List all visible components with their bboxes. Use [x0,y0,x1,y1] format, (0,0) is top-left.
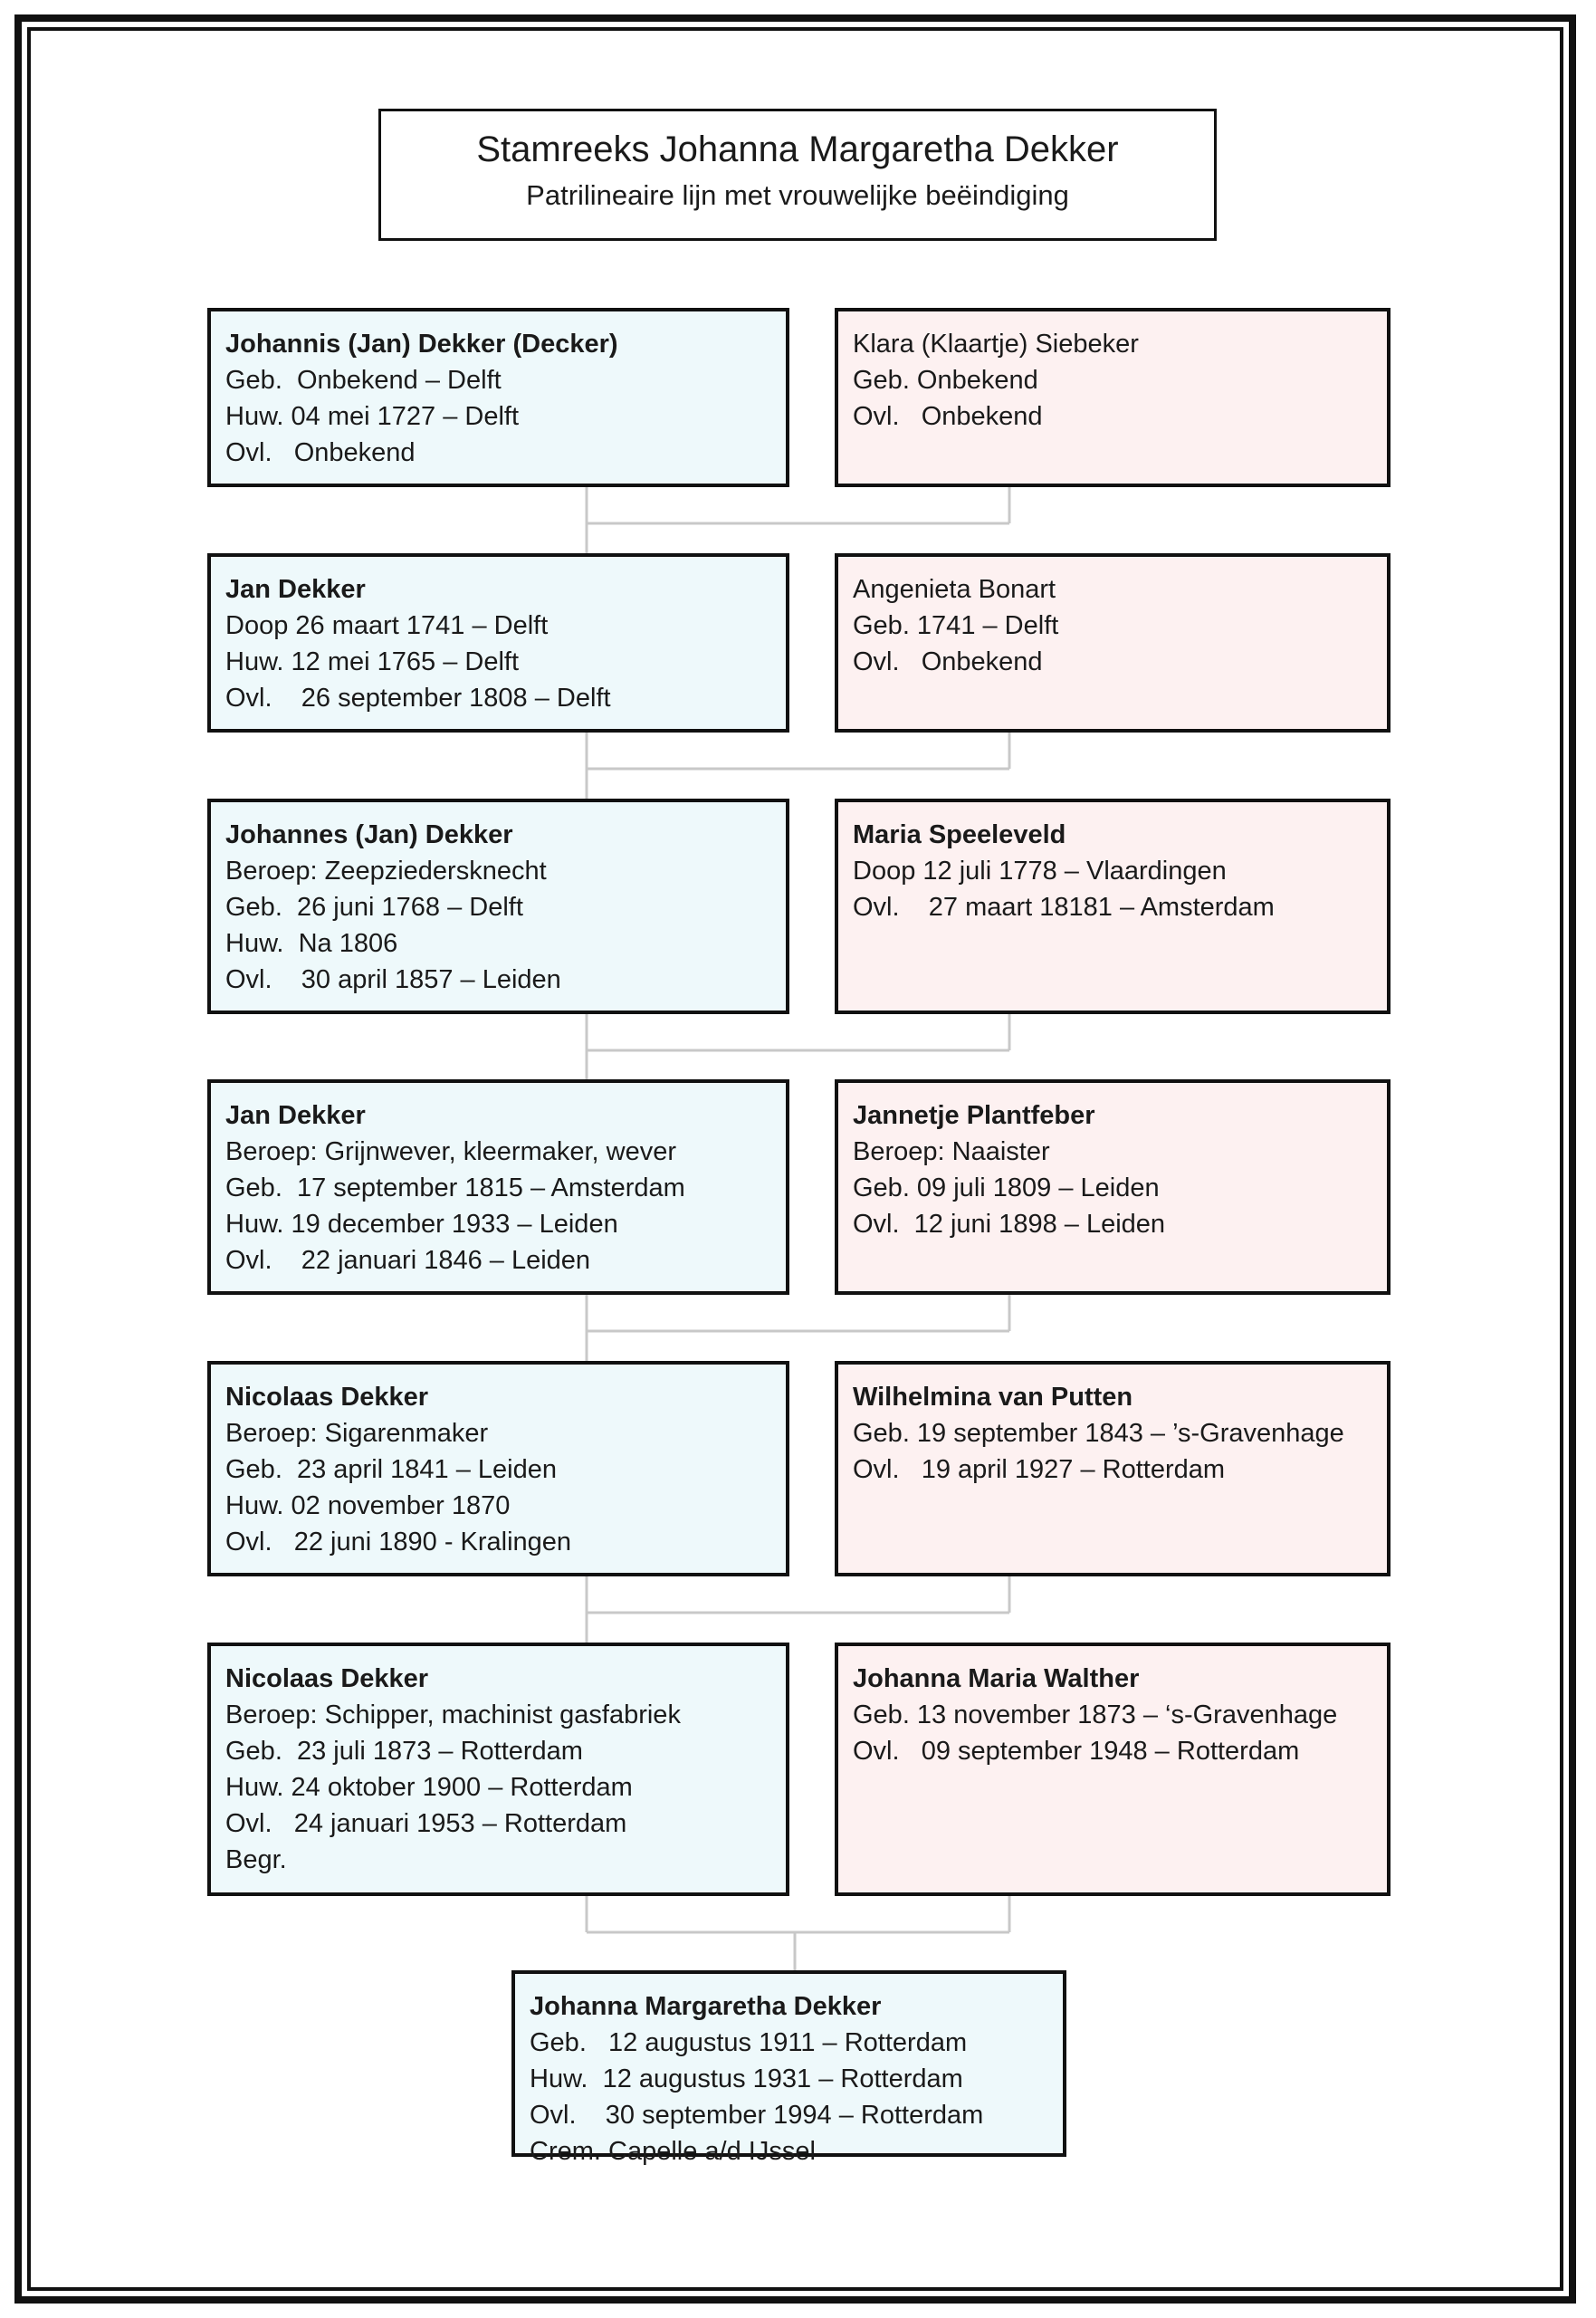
person-detail-line: Beroep: Naaister [853,1137,1050,1166]
wife-box [835,1643,1391,1896]
person-name: Wilhelmina van Putten [853,1383,1133,1412]
person-detail-line: Geb. 09 juli 1809 – Leiden [853,1173,1160,1202]
chart-title: Stamreeks Johanna Margaretha Dekker [476,129,1119,169]
person-name: Klara (Klaartje) Siebeker [853,330,1139,359]
person-name: Johannis (Jan) Dekker (Decker) [225,330,618,359]
person-detail-line: Beroep: Grijnwever, kleermaker, wever [225,1137,677,1166]
person-detail-line: Ovl. 30 september 1994 – Rotterdam [530,2101,984,2130]
person-detail-line: Doop 26 maart 1741 – Delft [225,611,549,640]
person-detail-line: Ovl. 09 september 1948 – Rotterdam [853,1737,1300,1766]
person-name: Johanna Maria Walther [853,1664,1140,1693]
husband-box [207,553,789,733]
person-detail-line: Geb. 26 juni 1768 – Delft [225,893,523,922]
person-detail-line: Ovl. Onbekend [853,402,1043,431]
person-detail-line: Huw. 12 mei 1765 – Delft [225,647,520,676]
person-detail-line: Geb. 17 september 1815 – Amsterdam [225,1173,685,1202]
person-detail-line: Huw. 04 mei 1727 – Delft [225,402,520,431]
final-person-box [511,1970,1066,2166]
person-detail-line: Geb. 12 augustus 1911 – Rotterdam [530,2028,968,2057]
person-name: Johannes (Jan) Dekker [225,820,513,849]
person-detail-line: Huw. Na 1806 [225,929,398,958]
person-detail-line: Huw. 02 november 1870 [225,1491,511,1520]
person-detail-line: Ovl. 19 april 1927 – Rotterdam [853,1455,1226,1484]
wife-box [835,799,1391,1014]
person-detail-line: Doop 12 juli 1778 – Vlaardingen [853,857,1227,886]
wife-box [835,1361,1391,1576]
person-name: Jannetje Plantfeber [853,1101,1095,1130]
person-name: Johanna Margaretha Dekker [530,1992,882,2021]
person-detail-line: Ovl. 27 maart 18181 – Amsterdam [853,893,1275,922]
person-detail-line: Huw. 12 augustus 1931 – Rotterdam [530,2064,963,2093]
person-detail-line: Begr. [225,1845,287,1874]
person-name: Nicolaas Dekker [225,1383,429,1412]
wife-box [835,1079,1391,1295]
person-detail-line: Ovl. 22 juni 1890 - Kralingen [225,1528,572,1557]
person-name: Jan Dekker [225,575,366,604]
person-detail-line: Geb. Onbekend [853,366,1038,395]
person-detail-line: Huw. 24 oktober 1900 – Rotterdam [225,1773,633,1802]
person-name: Jan Dekker [225,1101,366,1130]
person-detail-line: Crem. Capelle a/d IJssel [530,2137,816,2166]
person-detail-line: Beroep: Sigarenmaker [225,1419,489,1448]
person-detail-line: Ovl. 22 januari 1846 – Leiden [225,1246,591,1275]
person-detail-line: Ovl. 30 april 1857 – Leiden [225,965,561,994]
person-detail-line: Geb. Onbekend – Delft [225,366,502,395]
person-detail-line: Ovl. Onbekend [225,438,416,467]
wife-box [835,553,1391,733]
husband-box [207,1079,789,1295]
person-detail-line: Geb. 23 april 1841 – Leiden [225,1455,557,1484]
husband-box [207,799,789,1014]
husband-box [207,308,789,487]
chart-subtitle: Patrilineaire lijn met vrouwelijke beëindiging [526,179,1069,211]
person-detail-line: Ovl. 12 juni 1898 – Leiden [853,1210,1166,1239]
person-detail-line: Geb. 13 november 1873 – ‘s-Gravenhage [853,1700,1338,1729]
husband-box [207,1361,789,1576]
person-detail-line: Beroep: Zeepziedersknecht [225,857,547,886]
person-detail-line: Ovl. 24 januari 1953 – Rotterdam [225,1809,627,1838]
person-detail-line: Ovl. 26 september 1808 – Delft [225,684,611,713]
wife-box [835,308,1391,487]
person-name: Nicolaas Dekker [225,1664,429,1693]
husband-box [207,1643,789,1896]
person-name: Maria Speeleveld [853,820,1066,849]
person-detail-line: Geb. 23 juli 1873 – Rotterdam [225,1737,583,1766]
person-detail-line: Ovl. Onbekend [853,647,1043,676]
person-name: Angenieta Bonart [853,575,1056,604]
person-detail-line: Huw. 19 december 1933 – Leiden [225,1210,618,1239]
person-detail-line: Beroep: Schipper, machinist gasfabriek [225,1700,681,1729]
person-detail-line: Geb. 1741 – Delft [853,611,1059,640]
person-detail-line: Geb. 19 september 1843 – ’s-Gravenhage [853,1419,1344,1448]
